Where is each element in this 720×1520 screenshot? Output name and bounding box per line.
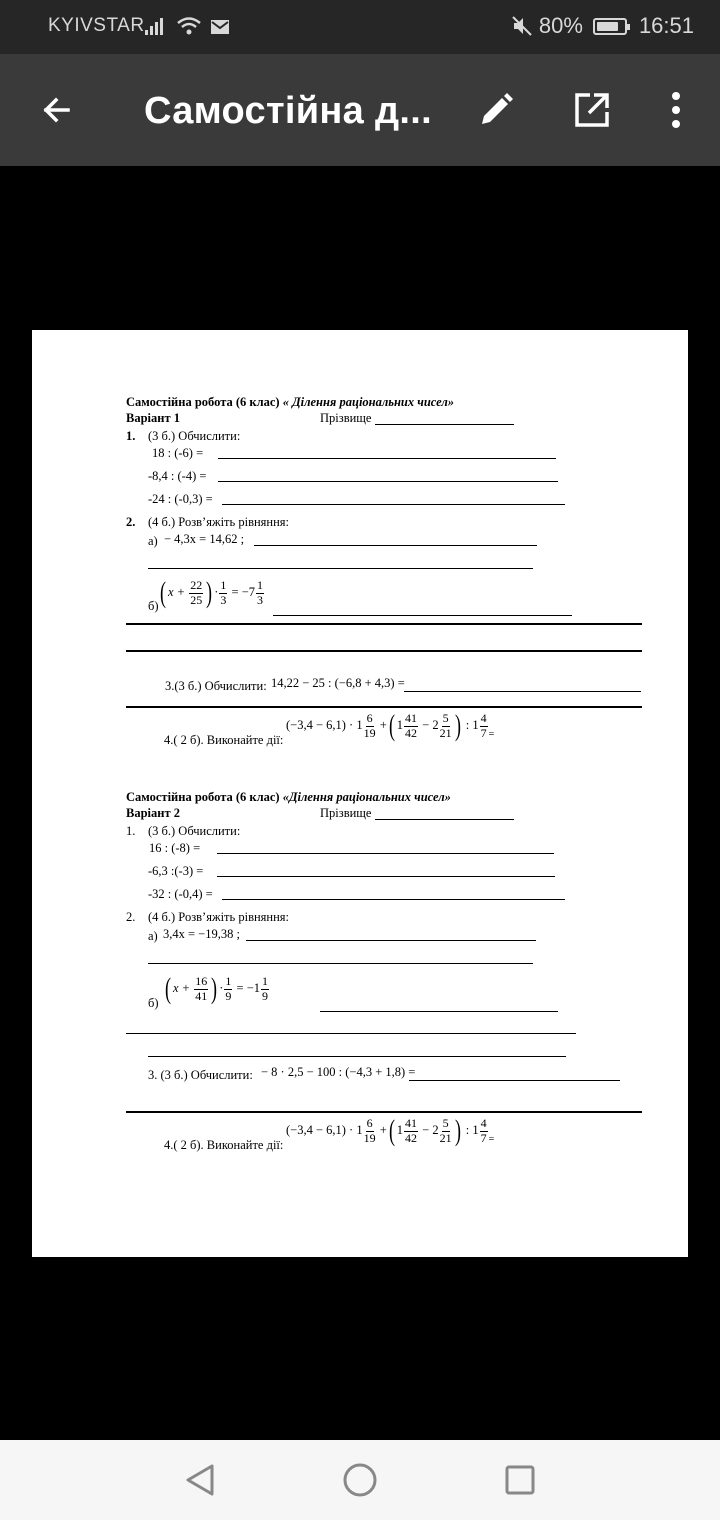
v1-q4-label: 4.( 2 б). Виконайте дії: xyxy=(164,733,284,747)
v1-q4-plus: + xyxy=(379,717,387,732)
v2-q1-b: -6,3 :(-3) = xyxy=(148,864,204,878)
v2-q2-text: (4 б.) Розв’яжіть рівняння: xyxy=(148,910,290,924)
v1-q2b-x: x + xyxy=(168,584,186,599)
v1-q2b-n3: 1 xyxy=(257,578,264,593)
v1-q4-b: 1 xyxy=(396,717,404,732)
v2-q2b-n2: 1 xyxy=(225,974,232,989)
v1-answer-line-1 xyxy=(126,623,642,625)
v1-q4-f2n: 41 xyxy=(405,711,418,726)
v2-q2b-eq: = −1 xyxy=(236,980,261,995)
v2-q2b-n1: 16 xyxy=(195,974,208,989)
v2-q3-line xyxy=(409,1080,620,1081)
v2-q2-b-line xyxy=(320,1011,558,1012)
carrier-name: KYIVSTAR xyxy=(48,15,145,36)
v2-answer-line-2 xyxy=(148,1056,566,1057)
document-page xyxy=(32,330,688,1257)
v1-q4-f1n: 6 xyxy=(366,711,373,726)
v2-q4-expr: (−3,4 − 6,1) · 1 $\frac{6}{19}$ +( 1 $\frac{41}{42}$ − 2 $\frac{5}{21}$ ) : 1 $\frac{4}{7}$ $_=$ xyxy=(286,1114,495,1147)
v1-q3-expr: 14,22 − 25 : (−6,8 + 4,3) = xyxy=(271,676,405,690)
v2-q1-a-line xyxy=(217,853,554,854)
v1-q2-b-label: б) xyxy=(148,599,159,613)
v2-q2-a-label: а) xyxy=(148,929,158,943)
v2-q4-eq: = xyxy=(488,1133,495,1145)
v1-q2-text: (4 б.) Розв’яжіть рівняння: xyxy=(148,515,290,529)
status-right xyxy=(511,13,694,39)
v1-q2b-eq: = −7 xyxy=(231,584,256,599)
v2-q2-a-line2 xyxy=(148,963,533,964)
v2-variant: Варіант 2 xyxy=(126,806,180,820)
v1-q2-b-eq: ( x + $\frac{22}{25}$ ) · $\frac{1}{3}$ = −7 $\frac{1}{3}$ xyxy=(160,576,264,609)
v2-header-a: Самостійна робота (6 клас) xyxy=(126,790,280,804)
v1-q1-a-line xyxy=(218,458,556,459)
v2-q3-line-2 xyxy=(126,1111,642,1113)
v1-q4-a: (−3,4 − 6,1) · 1 xyxy=(286,717,363,732)
more-vert-icon xyxy=(670,90,682,130)
clock: 16:51 xyxy=(638,13,694,38)
v1-surname-label: Прізвище xyxy=(320,411,372,425)
v2-q2b-d1: 41 xyxy=(195,988,208,1003)
v1-q1-text: (3 б.) Обчислити: xyxy=(148,429,241,443)
v1-surname-line xyxy=(375,424,514,425)
v1-q4-f4n: 4 xyxy=(480,711,487,726)
v2-header xyxy=(126,791,451,804)
v1-q2-num: 2. xyxy=(126,515,136,529)
document-viewer[interactable] xyxy=(0,166,720,1440)
battery-icon xyxy=(593,18,627,35)
v1-q4-f4d: 7 xyxy=(480,725,487,740)
v1-q2-b-line xyxy=(273,615,572,616)
v1-q4-f3d: 21 xyxy=(439,725,452,740)
v2-q2b-d3: 9 xyxy=(262,988,269,1003)
v1-q4-f2d: 42 xyxy=(405,725,418,740)
v2-q4-div: : 1 xyxy=(465,1122,479,1137)
system-nav-bar xyxy=(0,1440,720,1520)
wifi-icon xyxy=(176,16,202,36)
open-external-button[interactable] xyxy=(566,84,618,136)
v1-q3-line-2 xyxy=(126,706,642,708)
v1-q4-f1d: 19 xyxy=(363,725,376,740)
more-options-button[interactable] xyxy=(650,84,702,136)
v2-q1-text: (3 б.) Обчислити: xyxy=(148,824,241,838)
v1-q4-expr: (−3,4 − 6,1) · 1 $\frac{6}{19}$ +( 1 $\frac{41}{42}$ − 2 $\frac{5}{21}$ ) : 1 $\frac{4}{7}$ $_=$ xyxy=(286,709,495,742)
v1-q3-label: 3.(3 б.) Обчислити: xyxy=(165,679,267,693)
v1-answer-line-2 xyxy=(126,650,642,652)
v1-q1-c-line xyxy=(222,504,565,505)
v1-q1-num: 1. xyxy=(126,429,136,443)
v2-q4-a: (−3,4 − 6,1) · 1 xyxy=(286,1122,363,1137)
v1-q2b-n2: 1 xyxy=(220,578,227,593)
back-button[interactable] xyxy=(30,84,82,136)
v2-q1-c: -32 : (-0,4) = xyxy=(148,887,213,901)
v2-surname-line xyxy=(375,819,514,820)
v1-header xyxy=(126,396,454,409)
status-bar xyxy=(0,0,720,54)
v2-q2b-x: x + xyxy=(173,980,191,995)
v1-q1-b-line xyxy=(218,481,558,482)
nav-back-button[interactable] xyxy=(180,1460,220,1500)
v2-q2-num: 2. xyxy=(126,910,136,924)
v2-q3-expr: − 8 · 2,5 − 100 : (−4,3 + 1,8) = xyxy=(261,1065,416,1079)
v2-q1-a: 16 : (-8) = xyxy=(149,841,201,855)
square-recents-icon xyxy=(504,1464,536,1496)
v2-q4-f1n: 6 xyxy=(366,1116,373,1131)
v1-q2b-d1: 25 xyxy=(190,592,203,607)
signal-icon xyxy=(144,16,168,36)
v2-q4-plus: + xyxy=(379,1122,387,1137)
v2-q1-num: 1. xyxy=(126,824,136,838)
circle-home-icon xyxy=(342,1462,378,1498)
v2-surname-label: Прізвище xyxy=(320,806,372,820)
arrow-back-icon xyxy=(38,92,74,128)
v2-q4-minus: − 2 xyxy=(422,1122,439,1137)
v1-header-b: « Ділення раціональних чисел» xyxy=(282,395,455,409)
battery-percent: 80% xyxy=(538,13,583,38)
v2-q1-c-line xyxy=(222,899,565,900)
v2-q3-label: 3. (3 б.) Обчислити: xyxy=(148,1068,253,1082)
v1-header-a: Самостійна робота (6 клас) xyxy=(126,395,280,409)
v2-q4-f2n: 41 xyxy=(405,1116,418,1131)
nav-recents-button[interactable] xyxy=(500,1460,540,1500)
v2-q4-f1d: 19 xyxy=(363,1130,376,1145)
v2-q4-f3d: 21 xyxy=(439,1130,452,1145)
mail-icon xyxy=(210,18,230,36)
document-title: Самостійна д... xyxy=(144,90,432,132)
v1-q2-a-eq: − 4,3x = 14,62 ; xyxy=(164,532,245,546)
v2-q4-f4n: 4 xyxy=(480,1116,487,1131)
mute-icon xyxy=(511,15,533,37)
v1-variant: Варіант 1 xyxy=(126,411,180,425)
v2-q4-f3n: 5 xyxy=(442,1116,449,1131)
v2-q2b-d2: 9 xyxy=(225,988,232,1003)
v1-q4-div: : 1 xyxy=(465,717,479,732)
v1-q1-c: -24 : (-0,3) = xyxy=(148,492,213,506)
v1-q2-a-line xyxy=(254,545,537,546)
v1-q2-a-label: а) xyxy=(148,534,158,548)
triangle-back-icon xyxy=(184,1463,216,1497)
v2-q2b-n3: 1 xyxy=(262,974,269,989)
v1-q3-line xyxy=(404,691,641,692)
v1-q1-a: 18 : (-6) = xyxy=(152,446,204,460)
v2-q4-f4d: 7 xyxy=(480,1130,487,1145)
v2-q2-b-eq: ( x + $\frac{16}{41}$ ) · $\frac{1}{9}$ = −1 $\frac{1}{9}$ xyxy=(165,972,269,1005)
v1-q1-b: -8,4 : (-4) = xyxy=(148,469,207,483)
v2-answer-line-1 xyxy=(126,1033,576,1034)
v2-q4-b: 1 xyxy=(396,1122,404,1137)
v2-q4-label: 4.( 2 б). Виконайте дії: xyxy=(164,1138,284,1152)
v2-header-b: «Ділення раціональних чисел» xyxy=(282,790,451,804)
v1-q2b-d2: 3 xyxy=(220,592,227,607)
v1-q4-eq: = xyxy=(488,728,495,740)
nav-home-button[interactable] xyxy=(340,1460,380,1500)
v2-q4-f2d: 42 xyxy=(405,1130,418,1145)
pencil-icon xyxy=(476,90,516,130)
v1-q4-f3n: 5 xyxy=(442,711,449,726)
v1-q2b-d3: 3 xyxy=(257,592,264,607)
v2-q1-b-line xyxy=(217,876,555,877)
open-in-new-icon xyxy=(572,90,612,130)
v2-q2-a-eq: 3,4x = −19,38 ; xyxy=(163,927,240,941)
status-icons xyxy=(144,16,230,36)
v1-q2-a-line2 xyxy=(148,568,533,569)
v2-q2-a-line xyxy=(246,940,536,941)
app-bar xyxy=(0,54,720,166)
v2-q2-b-label: б) xyxy=(148,996,159,1010)
v1-q4-minus: − 2 xyxy=(422,717,439,732)
edit-button[interactable] xyxy=(470,84,522,136)
v1-q2b-n1: 22 xyxy=(190,578,203,593)
